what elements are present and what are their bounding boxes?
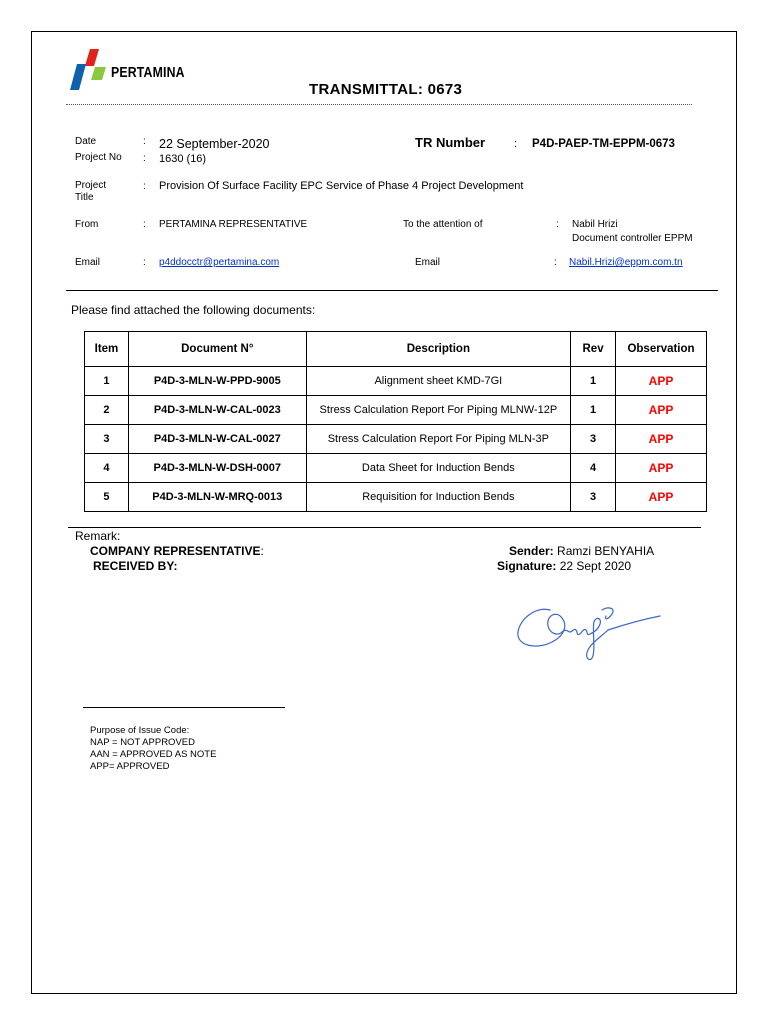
- project-no-value: 1630 (16): [159, 153, 207, 165]
- info-divider: [66, 290, 718, 291]
- table-header-row: [85, 332, 707, 367]
- cell-description: Data Sheet for Induction Bends: [306, 454, 570, 483]
- cell-observation: APP: [616, 425, 707, 454]
- cell-observation: APP: [616, 396, 707, 425]
- sender-line: [509, 544, 654, 558]
- project-no-label: Project No: [75, 152, 122, 163]
- project-no-colon: :: [143, 153, 146, 164]
- attention-role: Document controller EPPM: [572, 233, 693, 244]
- sender-value: Ramzi BENYAHIA: [557, 544, 655, 558]
- cell-item: 5: [85, 483, 129, 512]
- email-label: Email: [75, 257, 101, 268]
- sender-label: Sender:: [509, 544, 554, 558]
- company-rep-label: COMPANY REPRESENTATIVE: [90, 544, 261, 558]
- email2-colon: :: [554, 257, 557, 268]
- cell-rev: 1: [571, 396, 616, 425]
- title-divider: [66, 104, 692, 105]
- date-label: Date: [75, 136, 97, 147]
- cell-rev: 4: [571, 454, 616, 483]
- cell-description: Alignment sheet KMD-7GI: [306, 367, 570, 396]
- page-title: TRANSMITTAL: 0673: [309, 81, 463, 98]
- cell-rev: 3: [571, 483, 616, 512]
- cell-rev: 1: [571, 367, 616, 396]
- cell-item: 3: [85, 425, 129, 454]
- remark-divider: [68, 527, 701, 528]
- table-row: [85, 425, 707, 454]
- email-link[interactable]: p4ddocctr@pertamina.com: [159, 257, 280, 268]
- purpose-line-nap: NAP = NOT APPROVED: [90, 737, 195, 748]
- project-title-value: Provision Of Surface Facility EPC Service of Phase 4 Project Development: [159, 180, 524, 192]
- date-value: 22 September-2020: [159, 137, 270, 151]
- cell-description: Requisition for Induction Bends: [306, 483, 570, 512]
- table-row: [85, 483, 707, 512]
- cell-document-no: P4D-3-MLN-W-PPD-9005: [128, 367, 306, 396]
- signature-date: 22 Sept 2020: [559, 559, 632, 573]
- email2-label: Email: [415, 257, 441, 268]
- handwritten-signature-icon: [512, 596, 662, 666]
- cell-item: 1: [85, 367, 129, 396]
- cell-description: Stress Calculation Report For Piping MLN-3P: [306, 425, 570, 454]
- documents-table: [84, 331, 707, 512]
- header-rev: Rev: [571, 332, 616, 367]
- cell-observation: APP: [616, 454, 707, 483]
- attention-label: To the attention of: [403, 219, 483, 230]
- attention-colon: :: [556, 219, 559, 230]
- project-title-colon: :: [143, 181, 146, 192]
- attention-name: Nabil Hrizi: [572, 219, 618, 230]
- from-value: PERTAMINA REPRESENTATIVE: [159, 219, 308, 230]
- header-observation: Observation: [616, 332, 707, 367]
- cell-document-no: P4D-3-MLN-W-MRQ-0013: [128, 483, 306, 512]
- cell-document-no: P4D-3-MLN-W-CAL-0023: [128, 396, 306, 425]
- cell-document-no: P4D-3-MLN-W-DSH-0007: [128, 454, 306, 483]
- cell-description: Stress Calculation Report For Piping MLNW-12P: [306, 396, 570, 425]
- tr-number-label: TR Number: [415, 135, 486, 150]
- document-page: [31, 31, 737, 994]
- date-colon: :: [143, 136, 146, 147]
- cell-observation: APP: [616, 483, 707, 512]
- from-label: From: [75, 219, 99, 230]
- email2-link[interactable]: Nabil.Hrizi@eppm.com.tn: [569, 257, 683, 268]
- received-by-label: RECEIVED BY:: [93, 559, 178, 573]
- company-rep-colon: :: [260, 544, 264, 558]
- from-colon: :: [143, 219, 146, 230]
- footnote-divider: [83, 707, 285, 708]
- cell-document-no: P4D-3-MLN-W-CAL-0027: [128, 425, 306, 454]
- cell-observation: APP: [616, 367, 707, 396]
- project-title-label-2: Title: [75, 192, 94, 203]
- header-document-no: Document N°: [128, 332, 306, 367]
- purpose-block: [90, 725, 216, 773]
- table-row: [85, 367, 707, 396]
- table-row: [85, 454, 707, 483]
- header-description: Description: [306, 332, 570, 367]
- cell-item: 2: [85, 396, 129, 425]
- intro-text: Please find attached the following documents:: [71, 303, 316, 317]
- cell-rev: 3: [571, 425, 616, 454]
- tr-number-colon: :: [514, 138, 518, 150]
- purpose-line-app: APP= APPROVED: [90, 761, 170, 772]
- company-rep-line: [90, 544, 264, 558]
- purpose-title: Purpose of Issue Code:: [90, 725, 190, 736]
- project-title-label: Project: [75, 180, 107, 191]
- signature-line: [497, 559, 631, 573]
- table-row: [85, 396, 707, 425]
- cell-item: 4: [85, 454, 129, 483]
- purpose-line-aan: AAN = APPROVED AS NOTE: [90, 749, 217, 760]
- logo-text: PERTAMINA: [111, 64, 185, 81]
- remark-label: Remark:: [75, 529, 121, 543]
- signature-label: Signature:: [497, 559, 557, 573]
- tr-number-value: P4D-PAEP-TM-EPPM-0673: [532, 138, 675, 150]
- header-item: Item: [85, 332, 129, 367]
- email-colon: :: [143, 257, 146, 268]
